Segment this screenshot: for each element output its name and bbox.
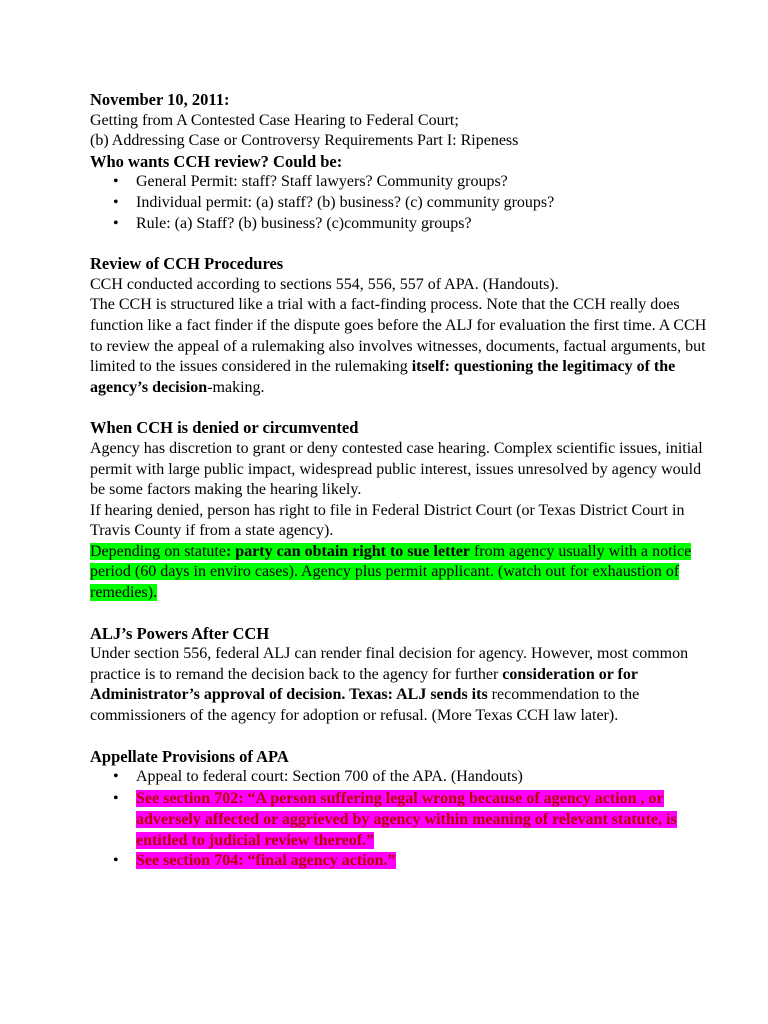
green-start: Depending on statute (90, 542, 226, 560)
alj-text-1: Under section 556, federal ALJ can render final decision for agency. However, most common practice is to remand the decision back to the agency for further (90, 645, 689, 683)
list-item-highlighted (90, 851, 710, 872)
denied-paragraph-1: Agency has discretion to grant or deny contested case hearing. Complex scientific issues, initial permit with large public impact, widespread public interest, issues unresolved by agency would be some factors making the hearing likely. (90, 439, 703, 499)
green-end: from agency usually with a notice period (60 days in enviro cases). Agency plus permit applicant. (watch out for exhaustion of remedies). (90, 542, 692, 602)
document-page (90, 90, 710, 871)
alj-text-2: recommendation to the commissioners of the agency for adoption or refusal. (More Texas CCH law later). (90, 686, 640, 725)
list-item: • Individual permit: (a) staff? (b) business? (c) community groups? (90, 193, 710, 214)
intro-line-2: (b) Addressing Case or Controversy Requirements Part I: Ripeness (90, 132, 519, 150)
list-item: • Rule: (a) Staff? (b) business? (c)community groups? (90, 214, 710, 235)
intro-line-1: Getting from A Contested Case Hearing to Federal Court; (90, 111, 459, 129)
section-702-line-2: adversely affected or aggrieved by agency within meaning of relevant statute, is (136, 810, 677, 828)
date-heading: November 10, 2011: (90, 90, 230, 109)
denied-heading: When CCH is denied or circumvented (90, 418, 359, 438)
review-tail: -making. (207, 378, 265, 396)
green-highlight-paragraph (90, 542, 710, 604)
review-paragraph (90, 295, 710, 398)
section-gap (90, 234, 710, 254)
section-gap (90, 398, 710, 418)
review-bold-text: itself: questioning the legitimacy of the agency’s decision (90, 358, 676, 396)
section-704-text: See section 704: “final agency action.” (136, 851, 396, 869)
section-702-line-3: entitled to judicial review thereof.” (136, 831, 375, 849)
who-wants-list (90, 172, 710, 234)
section-gap (90, 604, 710, 624)
review-line-1: CCH conducted according to sections 554, 556, 557 of APA. (Handouts). (90, 275, 559, 293)
list-item: • Appeal to federal court: Section 700 of the APA. (Handouts) (90, 767, 710, 788)
appellate-heading: Appellate Provisions of APA (90, 746, 289, 766)
section-702-line-1: See section 702: “A person suffering legal wrong because of agency action , or (136, 789, 664, 807)
appellate-list (90, 767, 710, 871)
alj-bold-text: consideration or for Administrator’s approval of decision. Texas: ALJ sends its (90, 665, 638, 704)
review-text: The CCH is structured like a trial with a fact-finding process. Note that the CCH really does function like a fact finder if the dispute goes before the ALJ for evaluation the first time. A CCH to review the appeal of a rulemaking also involves witnesses, documents, factual arguments, but limited to the issues considered in the rulemaking (90, 296, 707, 376)
green-bold: : party can obtain right to sue letter (225, 542, 470, 560)
alj-heading: ALJ’s Powers After CCH (90, 623, 270, 643)
list-item: • General Permit: staff? Staff lawyers? Community groups? (90, 172, 710, 193)
review-heading: Review of CCH Procedures (90, 254, 284, 274)
denied-paragraph-2: If hearing denied, person has right to file in Federal District Court (or Texas District Court in Travis County if from a state agency). (90, 501, 685, 540)
list-item-highlighted (90, 788, 710, 851)
alj-paragraph (90, 644, 710, 726)
section-gap (90, 727, 710, 747)
who-wants-heading: Who wants CCH review? Could be: (90, 151, 343, 171)
